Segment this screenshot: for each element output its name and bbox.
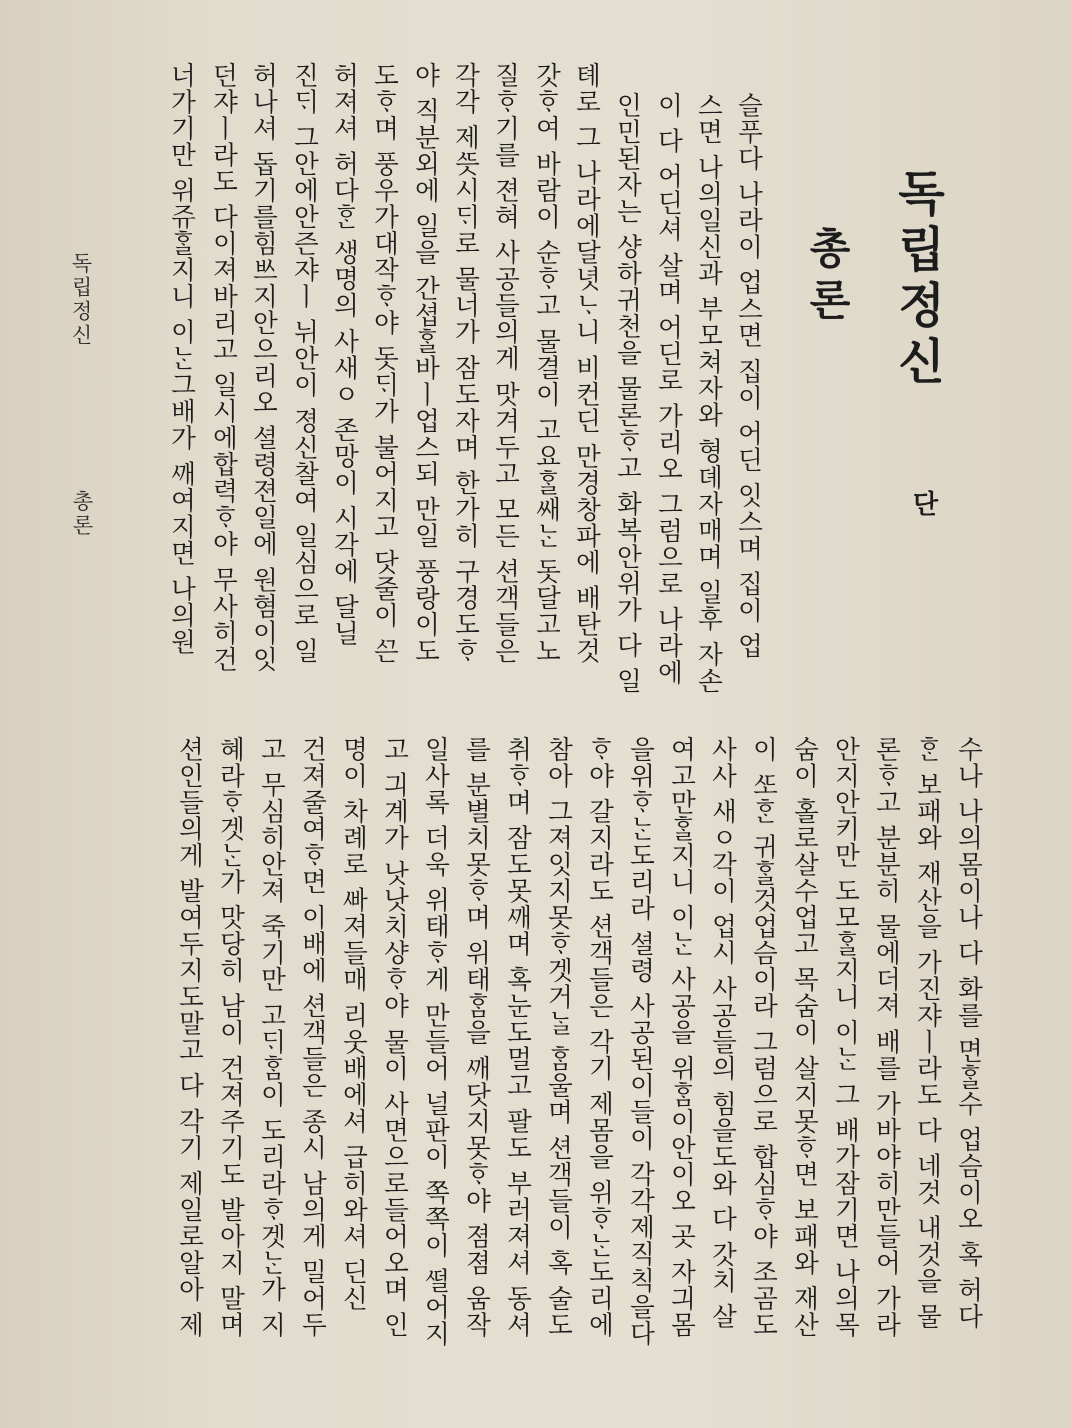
text-column: 톄로 그 나라에달녓ᄂᆞ니 비컨딘 만경창파에 배탄것 [571, 62, 602, 665]
text-column: 질ᄒᆞ기를 젼혀 사공들의게 맛겨두고 모든 션객들은 [490, 62, 521, 665]
text-column: 갓ᄒᆞ여 바람이 순ᄒᆞ고 물결이 고요ᄒᆞᆯ쌔ᄂᆞᆫ 돗달고노 [531, 62, 562, 665]
text-column: 허져셔 허다ᄒᆞᆫ 생명의 사새ㅇ 존망이 시각에 달닐 [329, 62, 360, 647]
text-column: 션인들의게 발여두지도말고 다 각기 제일로알아 제 [174, 736, 205, 1339]
text-column: 허나셔 돕기를힘ᄡᅳ지안으리오 셜령젼일에 원혐이잇 [248, 62, 279, 673]
text-column: ᄒᆞ야 갈지라도 션객들은 각기 제몸을 위ᄒᆞᄂᆞᆫ도리에 [584, 736, 615, 1339]
text-column: 고 긔계가 낫낫치샹ᄒᆞ야 물이 사면으로들어오며 인 [379, 736, 410, 1339]
text-column: 진ᄃᆡ 그안에안즌쟈ㅣ 뉘안이 졍신찰여 일심으로 일 [289, 62, 320, 665]
text-column: 사사 새ㅇ각이 업시 사공들의 힘을도와 다 갓치 살 [707, 736, 738, 1330]
text-column: 수나 나의몸이나 다 화를 면ᄒᆞᆯ수 업슴이오 혹 허다 [953, 736, 984, 1330]
text-column: 론ᄒᆞ고 분분히 물에더져 배를 가바야히만들어 가라 [871, 736, 902, 1339]
text-column: 이 ᄯᅩᄒᆞᆫ 귀ᄒᆞᆯ것업슴이라 그럼으로 합심ᄒᆞ야 조곰도 [748, 736, 779, 1339]
section-title: 총론 [803, 226, 852, 330]
text-column: 여고만ᄒᆞᆯ지니 이ᄂᆞᆫ 사공을 위ᄒᆞᆷ이안이오 곳 자긔몸 [666, 736, 697, 1339]
text-column: 취ᄒᆞ며 잠도못ᄭᅢ며 혹눈도멀고 팔도 부러져셔 동셔 [502, 736, 533, 1339]
author-name: 단 [908, 490, 938, 516]
text-column: 일사록 더욱 위태ᄒᆞ게 만들어 널판이 쪽쪽이 ᄯᅥᆯ어지 [420, 736, 451, 1348]
page-title: 독립정신 [889, 168, 945, 392]
text-column: 스면 나의일신과 부모쳐자와 형뎨자매며 일후 자손 [693, 92, 724, 695]
text-column: 고 무심히안져 죽기만 고ᄃᆡᄒᆞᆷ이 도리라ᄒᆞ겟ᄂᆞᆫ가 지 [256, 736, 287, 1339]
text-column: 명이 차례로 ᄲᅡ져들매 리웃배에셔 급히와셔 딘신 [338, 736, 369, 1312]
text-column: 각각 제ᄯᅳᆺ시ᄃᆡ로 물너가 잠도자며 한가히 구경도ᄒᆞ [450, 62, 481, 665]
text-column: 안지안키만 도모ᄒᆞᆯ지니 이ᄂᆞᆫ 그 배가잠기면 나의목 [830, 736, 861, 1339]
text-column: 참아 그져잇지못ᄒᆞ겟거ᄂᆞᆯ ᄒᆞᆷ울며 션객들이 혹 술도 [543, 736, 574, 1339]
running-footer-section: 총론 [70, 490, 94, 538]
running-footer-book-title: 독립정신 [69, 252, 93, 348]
text-column: 건져줄여ᄒᆞ면 이배에 션객들은 종시 남의게 밀어두 [297, 736, 328, 1339]
text-column: 혜라ᄒᆞ겟ᄂᆞᆫ가 맛당히 남이 건져주기도 발아지 말며 [215, 736, 246, 1339]
text-column: 슬푸다 나라이 업스면 집이 어딘 잇스며 집이 업 [733, 92, 764, 660]
text-column: 너가기만 위쥬ᄒᆞᆯ지니 이ᄂᆞᆫ그배가 ᄭᅢ여지면 나의원 [166, 62, 197, 655]
text-column: 인민된자는 샹하귀천을 물론ᄒᆞ고 화복안위가 다 일 [612, 92, 643, 695]
text-column: ᄒᆞᆫ 보패와 재산을 가진쟈ㅣ라도 다 네것 내것을 물 [912, 736, 943, 1330]
text-column: 던쟈ㅣ라도 다이져바리고 일시에합력ᄒᆞ야 무사히건 [208, 62, 239, 673]
text-column: 을위ᄒᆞᄂᆞᆫ도리라 셜령 사공된이들이 각각제직칙을다 [625, 736, 656, 1347]
text-column: 이 다 어딘셔 살며 어딘로 가리오 그럼으로 나라에 [653, 92, 684, 686]
text-column: 를 분별치못ᄒᆞ며 위태ᄒᆞᆷ을 ᄭᅢ닷지못ᄒᆞ야 졈졈 움작 [461, 736, 492, 1339]
text-column: 숨이 홀로살수업고 목숨이 살지못ᄒᆞ면 보패와 재산 [789, 736, 820, 1339]
text-column: 야 직분외에 일을 간셥ᄒᆞᆯ바ㅣ업스되 만일 풍랑이도 [410, 62, 441, 665]
text-column: 도ᄒᆞ며 풍우가대작ᄒᆞ야 돗ᄃᆡ가 불어지고 닷줄이 ᄭᅳᆫ [369, 62, 400, 665]
